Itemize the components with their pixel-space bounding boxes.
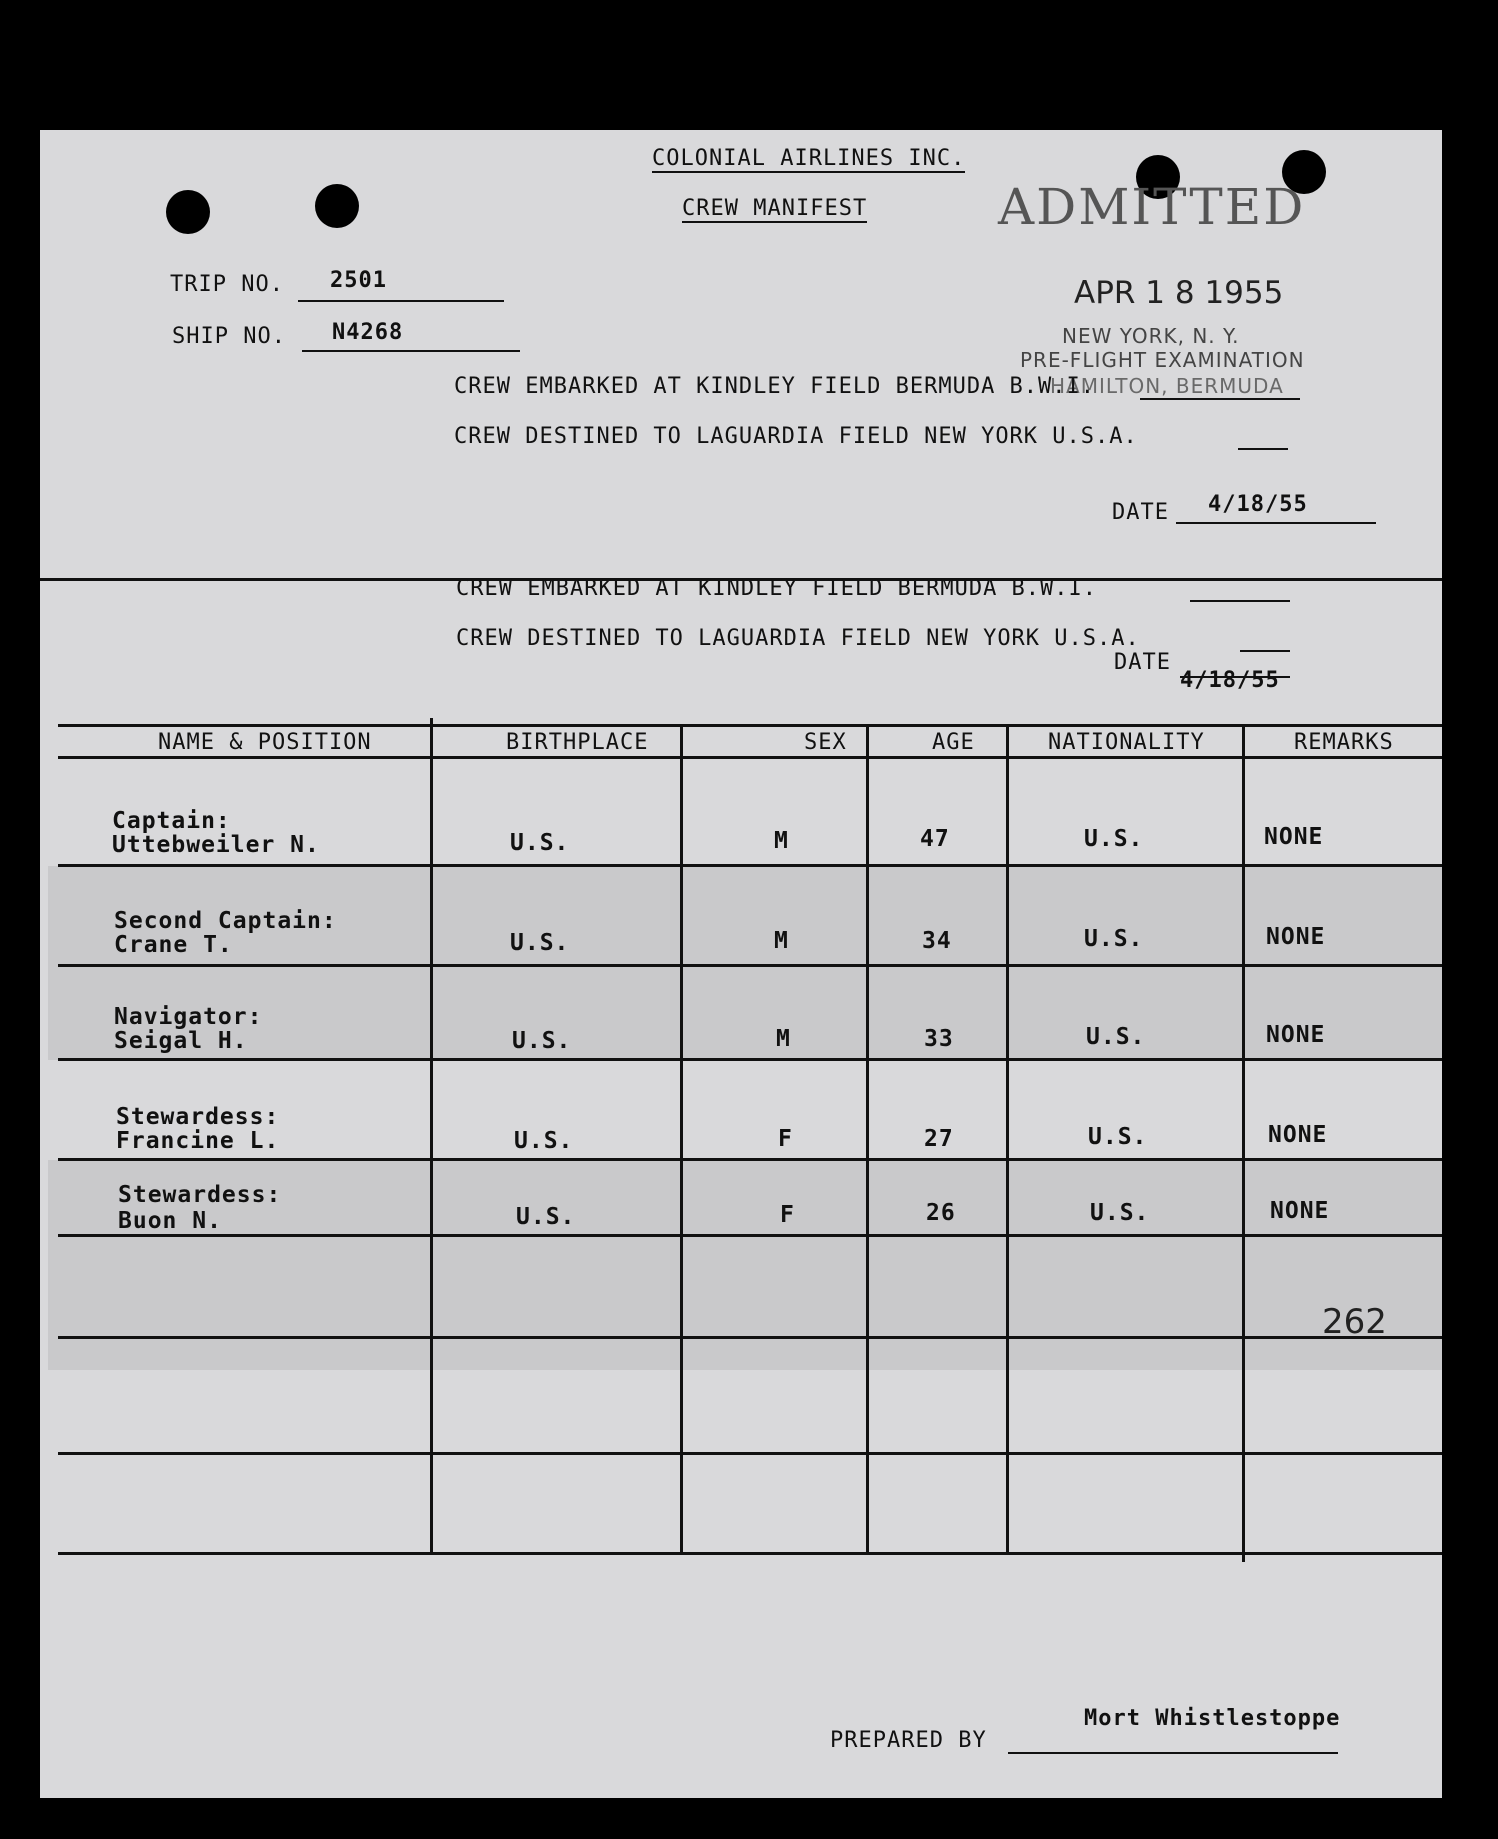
embarked-blank-copy <box>1190 600 1290 602</box>
company-name: COLONIAL AIRLINES INC. <box>652 146 966 171</box>
destined-line-copy: CREW DESTINED TO LAGUARDIA FIELD NEW YORK U.S.A. <box>456 626 1140 651</box>
table-row-position: Stewardess: <box>118 1182 282 1208</box>
manifest-page <box>40 130 1442 1798</box>
table-row-age: 47 <box>920 826 950 852</box>
table-row-name: Crane T. <box>114 932 233 958</box>
column-divider <box>1006 724 1009 1552</box>
table-bottom-rule <box>58 1552 1442 1555</box>
table-row-rule <box>58 1158 1442 1161</box>
column-divider <box>680 724 683 1552</box>
punch-hole <box>166 190 210 234</box>
ship-blank <box>302 350 520 352</box>
date-blank <box>1176 522 1376 524</box>
table-row-remarks: NONE <box>1266 924 1326 950</box>
table-row-sex: M <box>774 928 789 954</box>
table-row-birthplace: U.S. <box>510 830 570 856</box>
table-row-rule <box>58 1058 1442 1061</box>
date-label: DATE <box>1112 500 1169 525</box>
embarked-line-copy: CREW EMBARKED AT KINDLEY FIELD BERMUDA B.W.I. <box>456 576 1098 601</box>
date-value: 4/18/55 <box>1208 492 1308 517</box>
column-header-name: NAME & POSITION <box>158 730 372 755</box>
table-row-position: Navigator: <box>114 1004 263 1030</box>
table-row-age: 26 <box>926 1200 956 1226</box>
table-row-birthplace: U.S. <box>514 1128 574 1154</box>
stamp-location: HAMILTON, BERMUDA <box>1050 374 1284 398</box>
table-row-name: Uttebweiler N. <box>112 832 320 858</box>
table-row-age: 33 <box>924 1026 954 1052</box>
table-row-rule <box>58 1452 1442 1455</box>
destined-line: CREW DESTINED TO LAGUARDIA FIELD NEW YORK U.S.A. <box>454 424 1138 449</box>
embarked-blank <box>1140 398 1300 400</box>
table-row-birthplace: U.S. <box>512 1028 572 1054</box>
table-row-name: Buon N. <box>118 1208 222 1234</box>
destined-blank-copy <box>1240 650 1290 652</box>
column-header-sex: SEX <box>804 730 847 755</box>
table-row-nationality: U.S. <box>1088 1124 1148 1150</box>
column-divider <box>430 718 433 1552</box>
table-row-name: Seigal H. <box>114 1028 248 1054</box>
trip-blank <box>298 300 504 302</box>
admitted-stamp: ADMITTED <box>998 178 1306 236</box>
punch-hole <box>315 184 359 228</box>
stamp-date: APR 1 8 1955 <box>1074 275 1284 311</box>
column-header-age: AGE <box>932 730 975 755</box>
table-row-nationality: U.S. <box>1084 826 1144 852</box>
table-row-name: Francine L. <box>116 1128 280 1154</box>
table-row-sex: F <box>778 1126 793 1152</box>
table-top-rule <box>58 724 1442 727</box>
table-row-nationality: U.S. <box>1086 1024 1146 1050</box>
table-row-remarks: NONE <box>1270 1198 1330 1224</box>
table-row-nationality: U.S. <box>1090 1200 1150 1226</box>
table-header-rule <box>58 756 1442 759</box>
ship-label: SHIP NO. <box>172 324 286 349</box>
row-shade <box>48 866 1442 1060</box>
table-row-birthplace: U.S. <box>510 930 570 956</box>
table-row-birthplace: U.S. <box>516 1204 576 1230</box>
table-row-rule <box>58 864 1442 867</box>
column-divider <box>1242 724 1245 1562</box>
trip-label: TRIP NO. <box>170 272 284 297</box>
stamp-exam: PRE-FLIGHT EXAMINATION <box>1020 348 1305 372</box>
stamp-city: NEW YORK, N. Y. <box>1062 324 1240 348</box>
table-row-nationality: U.S. <box>1084 926 1144 952</box>
table-row-age: 34 <box>922 928 952 954</box>
table-row-position: Captain: <box>112 808 231 834</box>
trip-value: 2501 <box>330 268 387 293</box>
table-row-age: 27 <box>924 1126 954 1152</box>
prepared-by-label: PREPARED BY <box>830 1728 987 1753</box>
date-value-copy: 4/18/55 <box>1180 668 1280 693</box>
table-row-rule <box>58 964 1442 967</box>
destined-blank <box>1238 448 1288 450</box>
table-row-rule <box>58 1234 1442 1237</box>
table-row-position: Stewardess: <box>116 1104 280 1130</box>
column-header-remarks: REMARKS <box>1294 730 1394 755</box>
date-label-copy: DATE <box>1114 650 1171 675</box>
table-row-remarks: NONE <box>1266 1022 1326 1048</box>
table-row-sex: F <box>780 1202 795 1228</box>
form-title: CREW MANIFEST <box>682 196 868 221</box>
table-row-sex: M <box>774 828 789 854</box>
prepared-by-blank <box>1008 1752 1338 1754</box>
table-row-sex: M <box>776 1026 791 1052</box>
embarked-line: CREW EMBARKED AT KINDLEY FIELD BERMUDA B.W.I. <box>454 374 1096 399</box>
column-header-nationality: NATIONALITY <box>1048 730 1205 755</box>
column-header-birthplace: BIRTHPLACE <box>506 730 649 755</box>
table-row-remarks: NONE <box>1268 1122 1328 1148</box>
ship-value: N4268 <box>332 320 404 345</box>
page-number: 262 <box>1322 1302 1387 1342</box>
table-row-remarks: NONE <box>1264 824 1324 850</box>
prepared-by-name: Mort Whistlestoppe <box>1084 1706 1341 1731</box>
date-blank-copy <box>1180 676 1290 678</box>
table-row-position: Second Captain: <box>114 908 337 934</box>
table-row-rule <box>58 1336 1442 1339</box>
column-divider <box>866 724 869 1552</box>
